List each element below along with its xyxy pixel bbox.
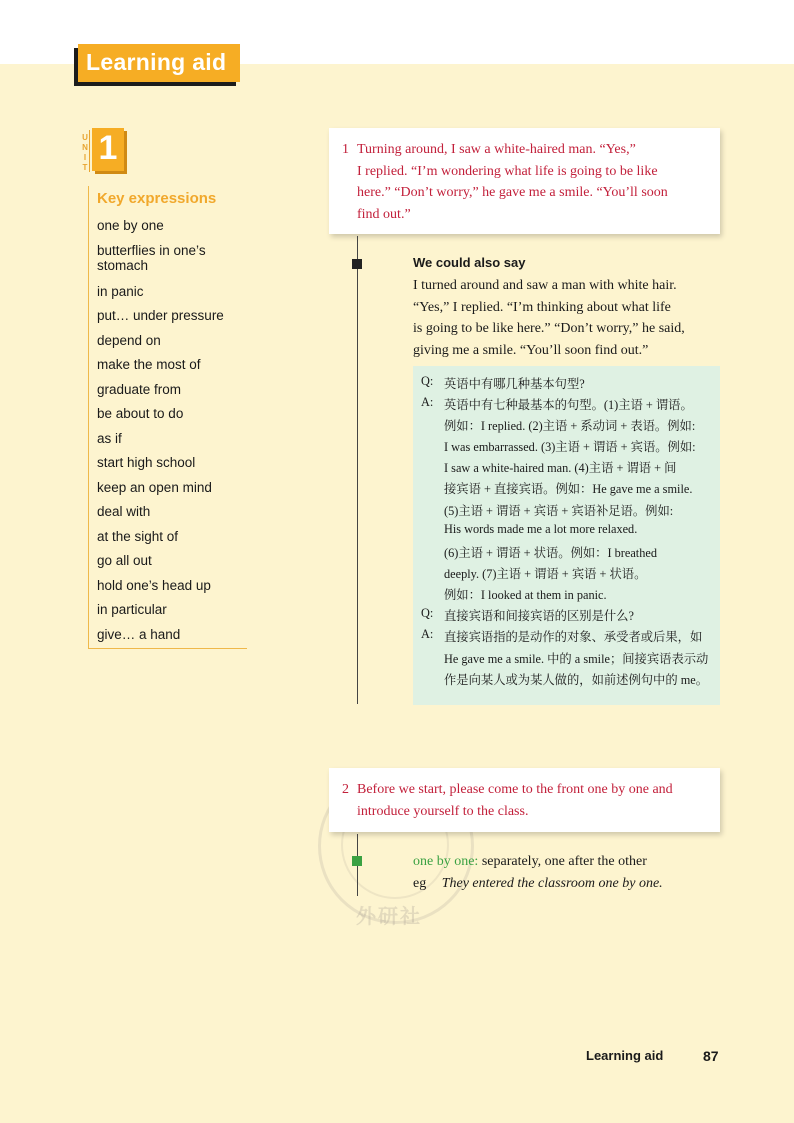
also-say-line: giving me a smile. “You’ll soon find out.” [413, 342, 649, 358]
quote-2 [342, 779, 712, 822]
section-title-tab [78, 44, 240, 82]
quote-2-line: Before we start, please come to the front one by one and [357, 782, 673, 797]
page-number: 87 [703, 1048, 719, 1064]
grammar-qa-box [413, 366, 720, 705]
watermark-text: 外研社 [356, 906, 422, 928]
footer-label: Learning aid [586, 1048, 664, 1063]
expression-item: as if [97, 431, 122, 446]
qa-line: (6)主语 + 谓语 + 状语。例如：I breathed [444, 546, 657, 560]
quote-1-line: here.” “Don’t worry,” he gave me a smile. “You’ll soon [357, 185, 668, 200]
qa-line: 例如：I looked at them in panic. [444, 588, 607, 602]
qa-line: 作是向某人或为某人做的，如前述例句中的 me。 [444, 673, 709, 687]
qa-line: 英语中有七种最基本的句型。(1)主语 + 谓语。 [444, 398, 693, 412]
qa-prefix: Q: [421, 374, 434, 388]
unit-number-badge [92, 128, 124, 171]
qa-line: deeply. (7)主语 + 谓语 + 宾语 + 状语。 [444, 567, 647, 581]
qa-line: His words made me a lot more relaxed. [444, 522, 638, 536]
qa-line: (5)主语 + 谓语 + 宾语 + 宾语补足语。例如: [444, 504, 674, 518]
expression-item: go all out [97, 553, 152, 568]
qa-prefix: A: [421, 395, 434, 409]
quote-1-line: I replied. “I’m wondering what life is going to be like [357, 163, 658, 179]
qa-line: I saw a white-haired man. (4)主语 + 谓语 + 间 [444, 461, 677, 475]
expression-item: keep an open mind [97, 480, 212, 495]
annotation-rule-1 [357, 236, 358, 704]
also-say-line: I turned around and saw a man with white hair. [413, 278, 677, 293]
also-say-line: is going to be like here.” “Don’t worry,” he said, [413, 321, 685, 336]
quote-number: 1 [342, 142, 349, 157]
expression-item: in panic [97, 284, 144, 299]
quote-box-2 [329, 768, 720, 832]
qa-line: He gave me a smile. 中的 a smile；间接宾语表示动 [444, 652, 709, 666]
square-marker-icon [352, 259, 362, 269]
quote-2-line: introduce yourself to the class. [357, 803, 529, 819]
quote-number: 2 [342, 782, 349, 797]
quote-1 [342, 139, 712, 225]
qa-line: 英语中有哪几种基本句型? [444, 377, 585, 391]
expression-item: butterflies in one’s stomach [97, 243, 206, 273]
unit-label: U N I T [82, 133, 88, 172]
key-expressions-heading: Key expressions [97, 190, 217, 207]
page-title: Learning aid [86, 49, 227, 75]
key-expressions-sidebar [88, 186, 247, 649]
qa-line: 直接宾语指的是动作的对象、承受者或后果，如 [444, 630, 703, 644]
qa-line: I was embarrassed. (3)主语 + 谓语 + 宾语。例如: [444, 440, 696, 454]
also-say-heading: We could also say [413, 255, 526, 270]
expression-item: in particular [97, 602, 167, 617]
example-sentence: They entered the classroom one by one. [441, 876, 663, 891]
qa-line: 接宾语 + 直接宾语。例如：He gave me a smile. [444, 482, 693, 496]
definition-line [413, 851, 647, 873]
also-say-line: “Yes,” I replied. “I’m thinking about what life [413, 299, 671, 315]
expression-item: deal with [97, 504, 151, 519]
square-marker-icon [352, 856, 362, 866]
expression-item: hold one’s head up [97, 578, 211, 593]
expression-item: depend on [97, 333, 161, 348]
also-say-text [413, 275, 723, 361]
quote-1-line: find out.” [357, 206, 411, 222]
qa-prefix: A: [421, 627, 434, 641]
expression-item: graduate from [97, 382, 182, 397]
quote-box-1 [329, 128, 720, 234]
expression-item: give… a hand [97, 627, 181, 642]
qa-prefix: Q: [421, 606, 434, 620]
expression-item: be about to do [97, 406, 184, 421]
expression-item: one by one [97, 218, 164, 233]
qa-line: 例如：I replied. (2)主语 + 系动词 + 表语。例如: [444, 419, 696, 433]
eg-label: eg [413, 876, 427, 891]
term: one by one: [413, 854, 479, 869]
expression-item: start high school [97, 455, 196, 470]
qa-line: 直接宾语和间接宾语的区别是什么? [444, 609, 634, 623]
expression-item: put… under pressure [97, 308, 224, 323]
unit-divider [89, 130, 90, 172]
definition: separately, one after the other [478, 854, 647, 869]
unit-number: 1 [98, 129, 118, 167]
quote-1-line: Turning around, I saw a white-haired man. “Yes,” [357, 142, 636, 157]
expression-item: at the sight of [97, 529, 179, 544]
example-line [413, 873, 663, 895]
expression-item: make the most of [97, 357, 201, 372]
